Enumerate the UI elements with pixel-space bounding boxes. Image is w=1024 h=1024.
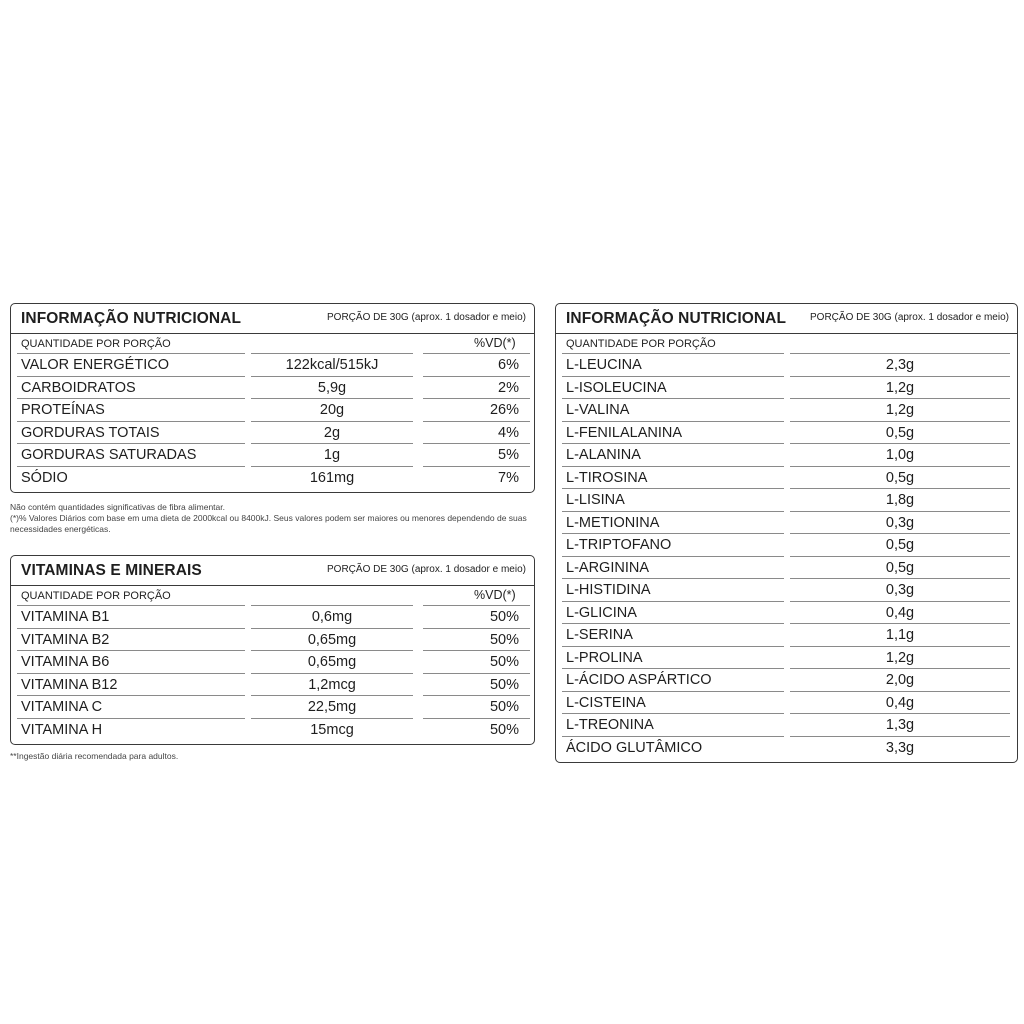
vitamins-name: VITAMINA C xyxy=(21,699,103,715)
vitamins-row xyxy=(11,651,534,674)
aminoacids-amount: 2,3g xyxy=(885,357,915,373)
vitamins-table-header xyxy=(11,556,534,586)
aminoacids-name: L-FENILALANINA xyxy=(566,424,683,441)
aminoacids-row xyxy=(556,534,1017,557)
nutrition-amount: 2g xyxy=(323,424,341,441)
aminoacids-table-header xyxy=(556,304,1017,334)
nutrition-footnote-vd: (*)% Valores Diários com base em uma dieta de 2000kcal ou 8400kJ. Seus valores podem ser maiores ou menores dependendo de suas xyxy=(10,513,527,523)
aminoacids-row xyxy=(556,602,1017,625)
aminoacids-row xyxy=(556,669,1017,692)
vitamins-name: VITAMINA H xyxy=(21,721,103,738)
nutrition-vd: 2% xyxy=(498,379,519,396)
vitamins-portion: PORÇÃO DE 30G (aprox. 1 dosador e meio) xyxy=(327,564,526,575)
vitamins-amount: 0,6mg xyxy=(311,609,353,625)
nutrition-name: CARBOIDRATOS xyxy=(21,379,136,396)
vitamins-amount: 0,65mg xyxy=(307,631,357,648)
aminoacids-name: L-ISOLEUCINA xyxy=(566,379,667,396)
aminoacids-name: L-ALANINA xyxy=(566,447,641,463)
nutrition-subheader xyxy=(11,334,534,354)
aminoacids-name: L-HISTIDINA xyxy=(566,582,651,598)
aminoacids-subheader xyxy=(556,334,1017,354)
nutrition-amount: 122kcal/515kJ xyxy=(285,357,379,373)
aminoacids-amount: 1,3g xyxy=(885,717,915,733)
nutrition-row xyxy=(11,399,534,422)
vitamins-amount: 15mcg xyxy=(310,721,354,738)
vitamins-amount: 1,2mcg xyxy=(308,676,356,693)
nutrition-row xyxy=(11,444,534,467)
nutrition-vd: 6% xyxy=(498,357,519,373)
vitamins-footnote: **Ingestão diária recomendada para adultos. xyxy=(10,751,179,761)
nutrition-vd-label: %VD(*) xyxy=(474,336,516,350)
aminoacids-amount: 1,2g xyxy=(885,649,915,666)
aminoacids-row xyxy=(556,624,1017,647)
vitamins-vd: 50% xyxy=(489,631,519,648)
aminoacids-amount: 0,4g xyxy=(885,604,915,621)
vitamins-name: VITAMINA B12 xyxy=(21,676,118,693)
aminoacids-row xyxy=(556,444,1017,467)
nutrition-amount: 1g xyxy=(323,447,341,463)
aminoacids-name: L-TRIPTOFANO xyxy=(566,537,672,553)
aminoacids-quantity-label: QUANTIDADE POR PORÇÃO xyxy=(566,338,716,350)
aminoacids-row xyxy=(556,489,1017,512)
nutrition-quantity-label: QUANTIDADE POR PORÇÃO xyxy=(21,338,171,350)
nutrition-amount: 5,9g xyxy=(317,379,347,396)
aminoacids-title: INFORMAÇÃO NUTRICIONAL xyxy=(566,310,787,327)
vitamins-table xyxy=(10,555,535,745)
aminoacids-amount: 0,4g xyxy=(885,694,915,711)
nutrition-table-header xyxy=(11,304,534,334)
vitamins-name: VITAMINA B6 xyxy=(21,654,110,670)
aminoacids-name: L-GLICINA xyxy=(566,604,637,621)
nutrition-name: GORDURAS TOTAIS xyxy=(21,424,160,441)
aminoacids-row xyxy=(556,354,1017,377)
aminoacids-row xyxy=(556,557,1017,580)
nutrition-vd: 26% xyxy=(489,402,519,418)
vitamins-subheader xyxy=(11,586,534,606)
aminoacids-name: ÁCIDO GLUTÂMICO xyxy=(566,739,703,756)
aminoacids-name: L-VALINA xyxy=(566,402,630,418)
vitamins-vd: 50% xyxy=(489,654,519,670)
aminoacids-name: L-TIROSINA xyxy=(566,469,648,486)
aminoacids-row xyxy=(556,737,1017,760)
aminoacids-amount: 1,2g xyxy=(885,402,915,418)
vitamins-title: VITAMINAS E MINERAIS xyxy=(21,562,202,579)
aminoacids-amount: 0,5g xyxy=(885,424,915,441)
vitamins-row xyxy=(11,674,534,697)
aminoacids-name: L-METIONINA xyxy=(566,514,660,531)
nutrition-row xyxy=(11,422,534,445)
aminoacids-name: L-PROLINA xyxy=(566,649,643,666)
aminoacids-name: L-TREONINA xyxy=(566,717,654,733)
vitamins-vd: 50% xyxy=(489,699,519,715)
aminoacids-row xyxy=(556,692,1017,715)
aminoacids-table xyxy=(555,303,1018,763)
aminoacids-row xyxy=(556,399,1017,422)
aminoacids-amount: 1,2g xyxy=(885,379,915,396)
aminoacids-amount: 3,3g xyxy=(885,739,915,756)
vitamins-amount: 0,65mg xyxy=(307,654,357,670)
nutrition-amount: 20g xyxy=(319,402,345,418)
aminoacids-name: L-LEUCINA xyxy=(566,357,642,373)
nutrition-amount: 161mg xyxy=(309,469,355,486)
nutrition-vd: 7% xyxy=(498,469,519,486)
nutrition-name: GORDURAS SATURADAS xyxy=(21,447,197,463)
nutrition-portion: PORÇÃO DE 30G (aprox. 1 dosador e meio) xyxy=(327,312,526,323)
aminoacids-amount: 0,5g xyxy=(885,469,915,486)
aminoacids-row xyxy=(556,377,1017,400)
vitamins-name: VITAMINA B1 xyxy=(21,609,110,625)
vitamins-row xyxy=(11,719,534,742)
aminoacids-portion: PORÇÃO DE 30G (aprox. 1 dosador e meio) xyxy=(810,312,1009,323)
nutrition-name: SÓDIO xyxy=(21,469,68,486)
vitamins-row xyxy=(11,696,534,719)
nutrition-vd: 5% xyxy=(498,447,519,463)
aminoacids-row xyxy=(556,422,1017,445)
aminoacids-row xyxy=(556,647,1017,670)
vitamins-quantity-label: QUANTIDADE POR PORÇÃO xyxy=(21,590,171,602)
nutrition-row xyxy=(11,467,534,490)
aminoacids-row xyxy=(556,512,1017,535)
aminoacids-amount: 2,0g xyxy=(885,672,915,688)
nutrition-name: VALOR ENERGÉTICO xyxy=(21,357,169,373)
aminoacids-amount: 1,1g xyxy=(885,627,915,643)
aminoacids-row xyxy=(556,467,1017,490)
vitamins-vd-label: %VD(*) xyxy=(474,588,516,602)
nutrition-footnote-energy: necessidades energéticas. xyxy=(10,524,111,534)
vitamins-row xyxy=(11,629,534,652)
aminoacids-row xyxy=(556,714,1017,737)
aminoacids-name: L-ARGININA xyxy=(566,559,649,576)
vitamins-amount: 22,5mg xyxy=(307,699,357,715)
nutrition-footnote-fiber: Não contém quantidades significativas de fibra alimentar. xyxy=(10,502,225,512)
vitamins-row xyxy=(11,606,534,629)
aminoacids-name: L-LISINA xyxy=(566,492,625,508)
vitamins-vd: 50% xyxy=(489,609,519,625)
vitamins-vd: 50% xyxy=(489,676,519,693)
nutrition-row xyxy=(11,377,534,400)
aminoacids-name: L-CISTEINA xyxy=(566,694,646,711)
aminoacids-row xyxy=(556,579,1017,602)
vitamins-name: VITAMINA B2 xyxy=(21,631,110,648)
aminoacids-amount: 1,0g xyxy=(885,447,915,463)
nutrition-vd: 4% xyxy=(498,424,519,441)
aminoacids-amount: 1,8g xyxy=(885,492,915,508)
nutrition-name: PROTEÍNAS xyxy=(21,402,105,418)
nutrition-row xyxy=(11,354,534,377)
vitamins-vd: 50% xyxy=(489,721,519,738)
aminoacids-amount: 0,5g xyxy=(885,559,915,576)
nutrition-table xyxy=(10,303,535,493)
aminoacids-amount: 0,3g xyxy=(885,582,915,598)
nutrition-title: INFORMAÇÃO NUTRICIONAL xyxy=(21,310,242,327)
aminoacids-name: L-ÁCIDO ASPÁRTICO xyxy=(566,672,712,688)
aminoacids-amount: 0,5g xyxy=(885,537,915,553)
aminoacids-name: L-SERINA xyxy=(566,627,633,643)
aminoacids-amount: 0,3g xyxy=(885,514,915,531)
